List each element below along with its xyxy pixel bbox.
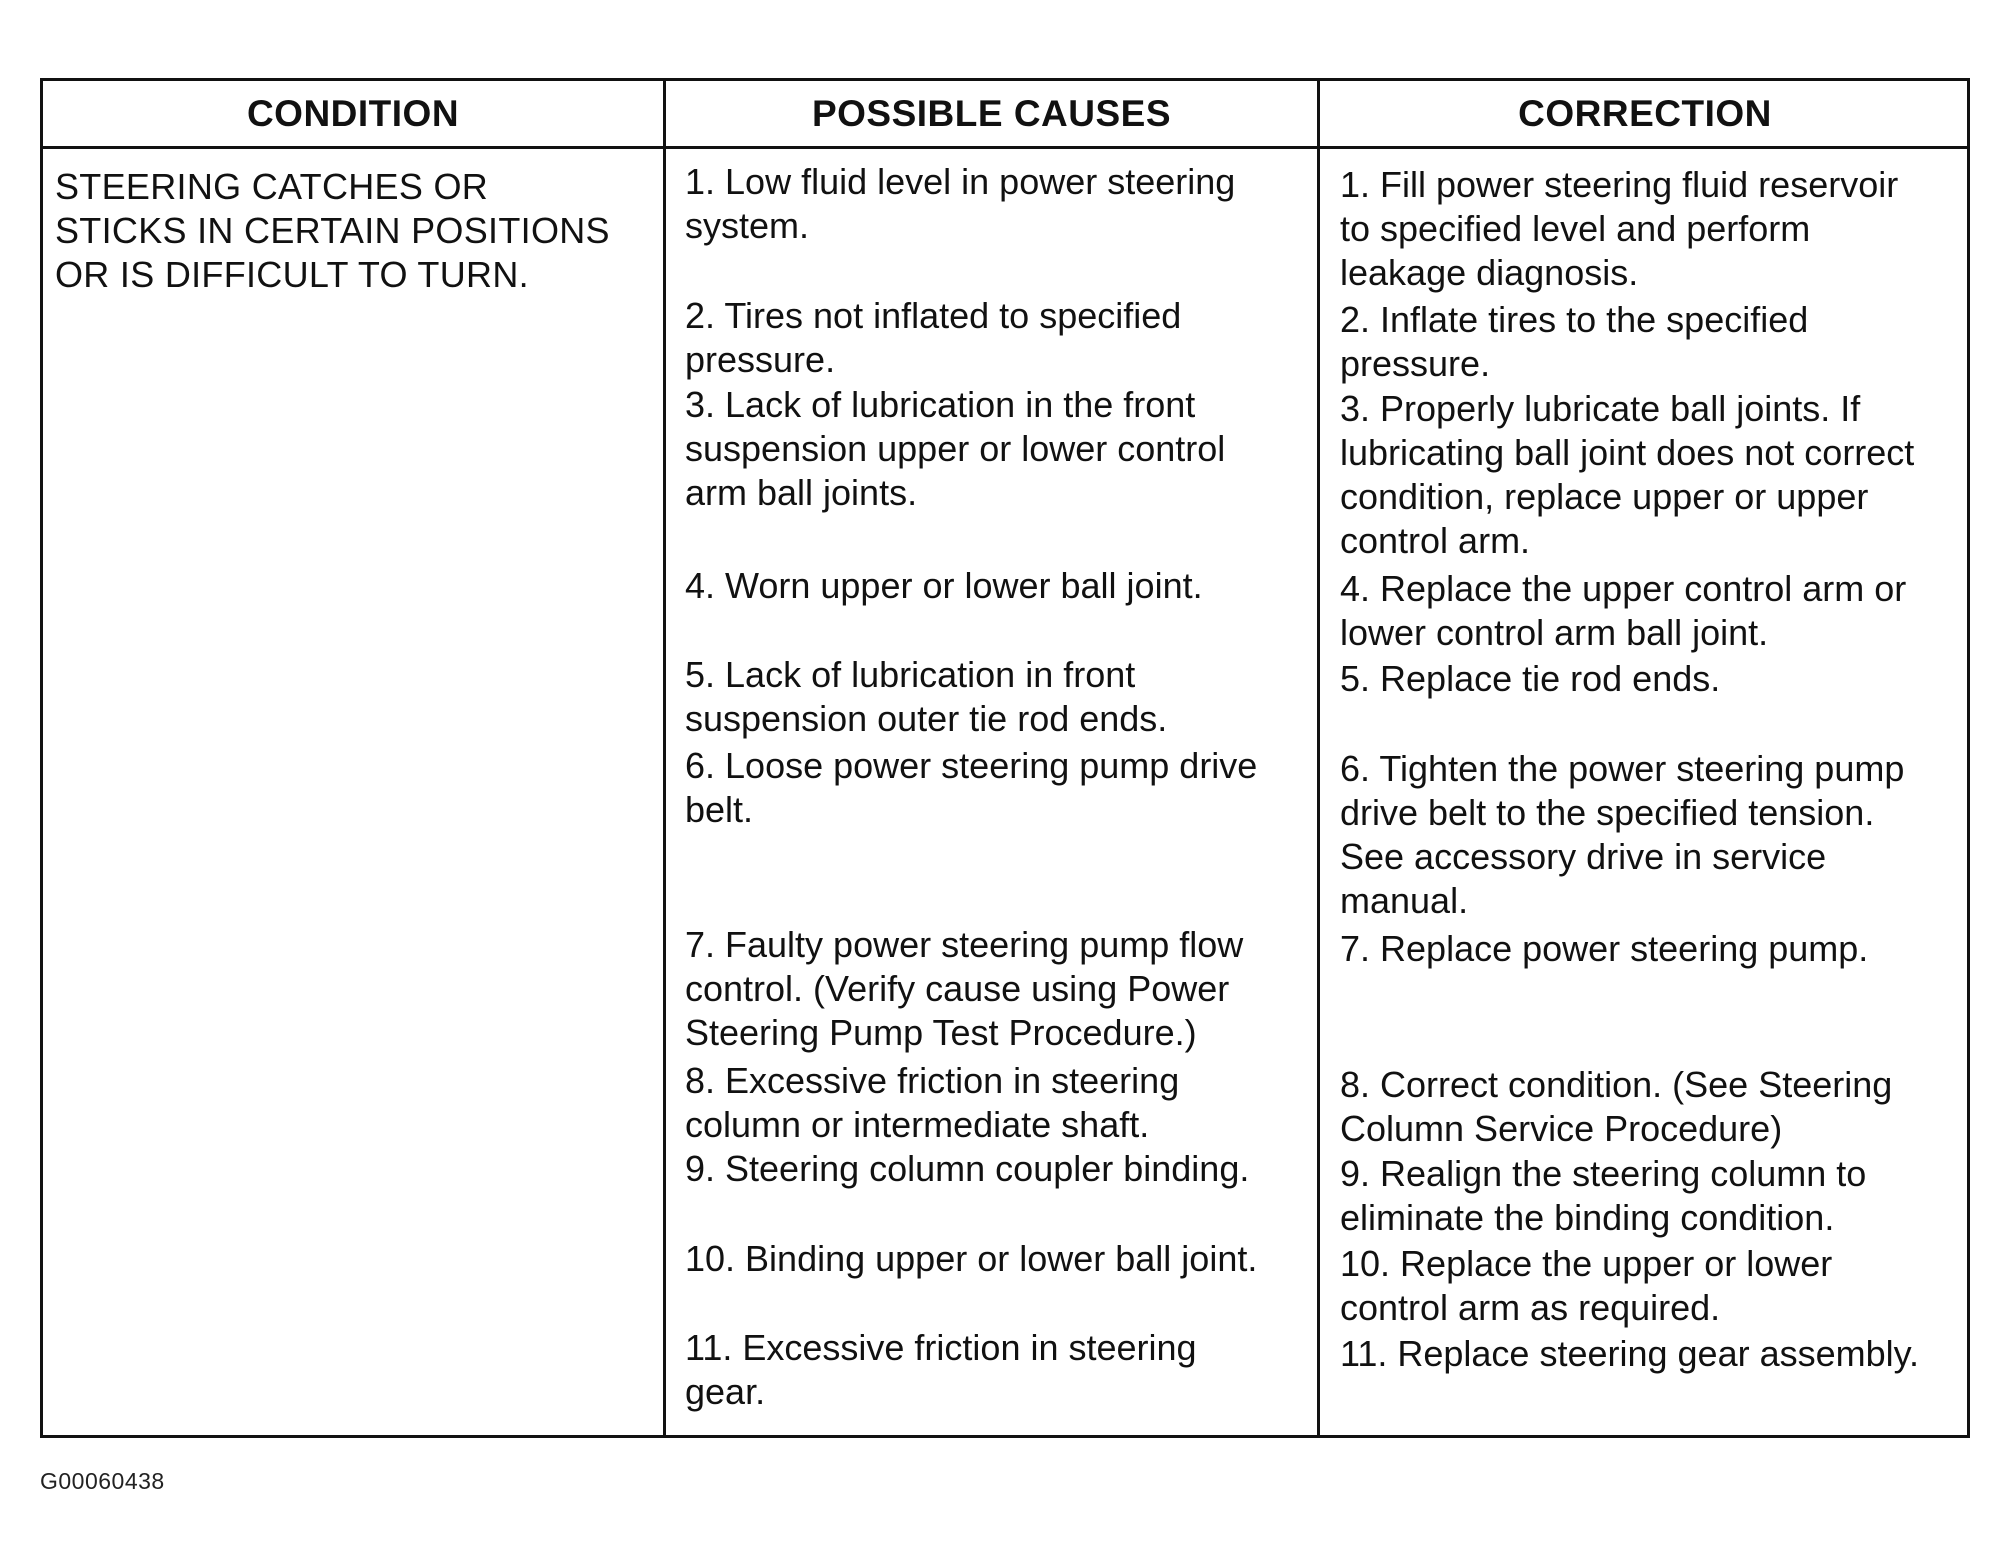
correction-item: 4. Replace the upper control arm or lower control arm ball joint. <box>1340 568 1907 653</box>
diagnosis-table <box>40 78 1970 1438</box>
header-possible-causes: POSSIBLE CAUSES <box>811 92 1172 134</box>
correction-item: 11. Replace steering gear assembly. <box>1340 1333 1919 1374</box>
correction-item: 10. Replace the upper or lower control arm as required. <box>1340 1243 1833 1328</box>
cause-item: 10. Binding upper or lower ball joint. <box>685 1238 1258 1279</box>
cause-item: 3. Lack of lubrication in the front suspension upper or lower control arm ball joints. <box>685 384 1226 513</box>
condition-cell <box>43 149 663 1435</box>
header-correction: CORRECTION <box>1518 92 1772 134</box>
cause-item: 2. Tires not inflated to specified pressure. <box>685 295 1182 380</box>
cause-item: 5. Lack of lubrication in front suspension outer tie rod ends. <box>685 654 1168 739</box>
cause-item: 1. Low fluid level in power steering system. <box>685 161 1236 246</box>
table-header-row <box>43 81 1967 149</box>
cause-item: 4. Worn upper or lower ball joint. <box>685 565 1203 606</box>
correction-item: 1. Fill power steering fluid reservoir to specified level and perform leakage diagnosis. <box>1340 164 1899 293</box>
cause-item: 11. Excessive friction in steering gear. <box>685 1327 1197 1412</box>
correction-column <box>1320 149 1970 1435</box>
cause-item: 6. Loose power steering pump drive belt. <box>685 745 1258 830</box>
correction-item: 5. Replace tie rod ends. <box>1340 658 1721 699</box>
figure-id: G00060438 <box>40 1468 165 1494</box>
correction-item: 3. Properly lubricate ball joints. If lubricating ball joint does not correct condition, replace upper or upper control arm. <box>1340 388 1915 561</box>
correction-item: 2. Inflate tires to the specified pressure. <box>1340 299 1809 384</box>
correction-item: 6. Tighten the power steering pump drive belt to the specified tension. See accessory drive in service manual. <box>1340 748 1905 921</box>
cause-item: 9. Steering column coupler binding. <box>685 1148 1250 1189</box>
correction-item: 8. Correct condition. (See Steering Column Service Procedure) <box>1340 1064 1893 1149</box>
correction-item: 7. Replace power steering pump. <box>1340 928 1869 969</box>
condition-text: STEERING CATCHES OR STICKS IN CERTAIN POSITIONS OR IS DIFFICULT TO TURN. <box>55 166 610 295</box>
possible-causes-column <box>666 149 1317 1435</box>
header-condition: CONDITION <box>246 92 460 134</box>
cause-item: 8. Excessive friction in steering column or intermediate shaft. <box>685 1060 1180 1145</box>
correction-item: 9. Realign the steering column to eliminate the binding condition. <box>1340 1153 1867 1238</box>
cause-item: 7. Faulty power steering pump flow control. (Verify cause using Power Steering Pump Test Procedure.) <box>685 924 1244 1053</box>
